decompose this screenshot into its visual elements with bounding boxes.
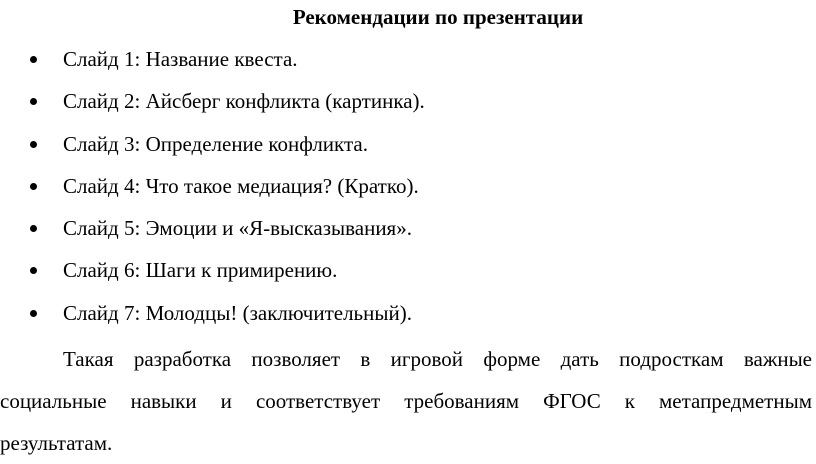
- bullet-icon: [30, 141, 37, 148]
- bullet-icon: [30, 56, 37, 63]
- list-item-text: Слайд 3: Определение конфликта.: [63, 131, 368, 156]
- bullet-icon: [30, 98, 37, 105]
- list-item-text: Слайд 1: Название квеста.: [63, 47, 298, 71]
- document-title: Рекомендации по презентации: [292, 5, 584, 29]
- paragraph-line: результатам.: [0, 431, 113, 455]
- list-item-text: Слайд 6: Шаги к примирению.: [63, 258, 338, 283]
- bullet-icon: [30, 225, 37, 232]
- bullet-icon: [30, 310, 37, 317]
- bullet-icon: [30, 183, 37, 190]
- bullet-icon: [30, 267, 37, 274]
- paragraph-line: социальные навыки и соответствует требованиям ФГОС к метапредметным: [0, 389, 812, 413]
- list-item-text: Слайд 5: Эмоции и «Я-высказывания».: [63, 216, 412, 241]
- list-item-text: Слайд 4: Что такое медиация? (Кратко).: [63, 173, 419, 198]
- list-item-text: Слайд 2: Айсберг конфликта (картинка).: [63, 89, 425, 114]
- conclusion-paragraph: [0, 338, 812, 464]
- list-item-text: Слайд 7: Молодцы! (заключительный).: [63, 300, 412, 325]
- paragraph-line: Такая разработка позволяет в игровой форме дать подросткам важные: [63, 347, 812, 371]
